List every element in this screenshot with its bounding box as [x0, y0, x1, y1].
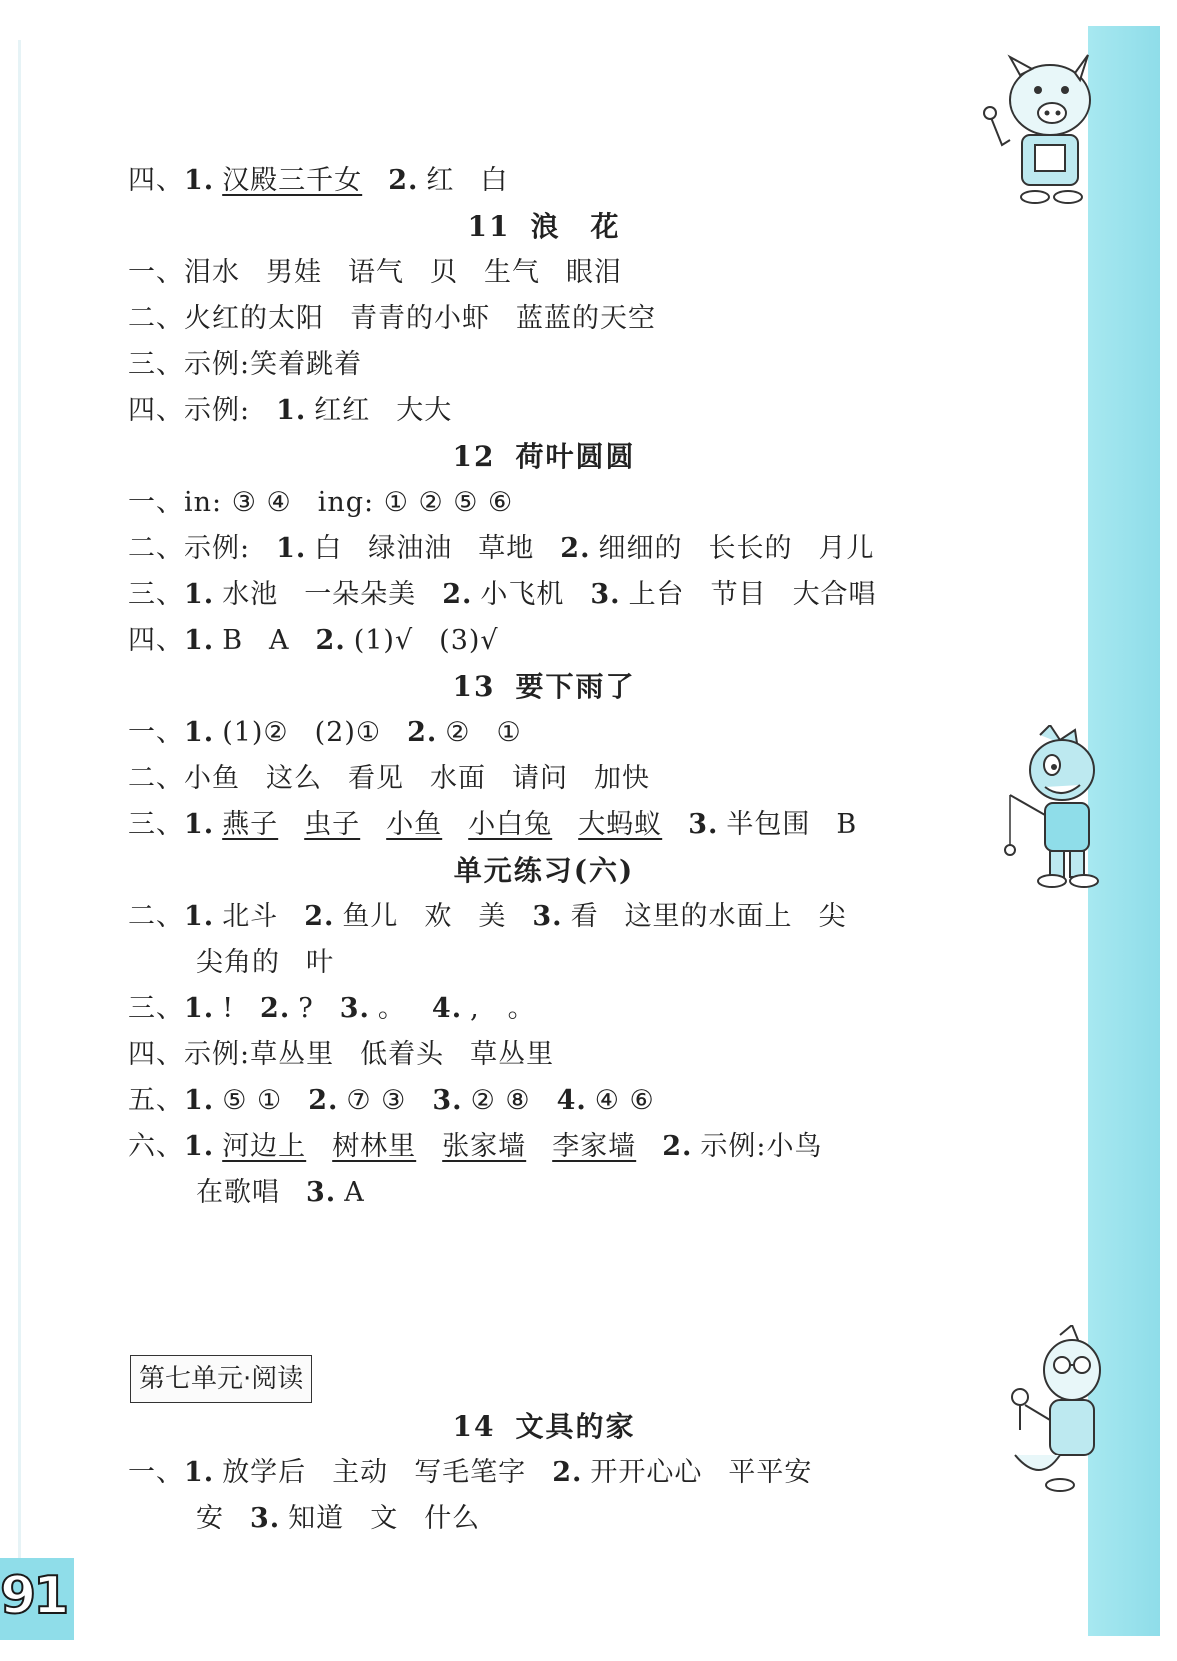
answer-text: 水面	[430, 763, 486, 794]
answer-line	[196, 940, 1046, 986]
item-number: 1.	[184, 1457, 215, 1488]
item-number: 1.	[184, 625, 215, 656]
unit-title-box: 第七单元·阅读	[130, 1355, 312, 1403]
answer-text: 看	[570, 901, 599, 932]
item-number: 1.	[184, 1085, 215, 1116]
answer-text: 草丛里	[470, 1039, 555, 1070]
lesson-title: 单元练习(六)	[453, 854, 635, 887]
underlined-answer: 小鱼	[386, 809, 443, 840]
answer-text: 水池	[222, 579, 279, 610]
item-number: 3.	[339, 993, 370, 1024]
answer-text: 美	[478, 901, 507, 932]
answer-text: 北斗	[222, 901, 279, 932]
answer-text: 小鱼	[184, 763, 240, 794]
answer-text: 红红	[314, 395, 371, 426]
answer-line	[128, 894, 978, 940]
answer-text: 示例:笑着跳着	[184, 349, 363, 380]
answer-line	[128, 1124, 978, 1170]
item-number: 2.	[560, 533, 591, 564]
answer-text: 示例:	[184, 533, 251, 564]
question-label: 一、	[128, 257, 184, 288]
answer-text: 什么	[424, 1503, 481, 1534]
answer-line	[196, 1496, 1046, 1542]
answer-text: 蓝蓝的天空	[516, 303, 656, 334]
answer-text: 尖	[818, 901, 847, 932]
item-number: 2.	[662, 1131, 693, 1162]
answer-text: 示例:	[184, 395, 251, 426]
question-label: 四、	[128, 625, 184, 656]
lesson-title: 要下雨了	[515, 670, 636, 703]
item-number: 1.	[184, 993, 215, 1024]
item-number: 3.	[250, 1503, 281, 1534]
lesson-number: 13	[452, 670, 496, 703]
lesson-title: 文具的家	[515, 1410, 636, 1443]
underlined-answer: 树林里	[332, 1131, 417, 1162]
answer-line	[128, 1078, 978, 1124]
question-label: 四、	[128, 395, 184, 426]
answer-text: 请问	[512, 763, 568, 794]
item-number: 1.	[184, 717, 215, 748]
underlined-answer: 河边上	[222, 1131, 307, 1162]
answer-line	[128, 250, 978, 296]
question-label: 四、	[128, 1039, 184, 1070]
answer-text: A	[269, 625, 290, 656]
answer-text: 这里的水面上	[624, 901, 793, 932]
answer-text: 贝	[430, 257, 458, 288]
underlined-answer: 张家墙	[442, 1131, 527, 1162]
pig-mascot-icon	[980, 45, 1100, 205]
answer-text: (1)②	[222, 717, 289, 748]
item-number: 3.	[532, 901, 563, 932]
answer-text: 节目	[710, 579, 767, 610]
answer-text: 白	[314, 533, 343, 564]
answer-line	[128, 986, 978, 1032]
answer-text: 大大	[396, 395, 453, 426]
answer-text: 泪水	[184, 257, 240, 288]
answer-text: 平平安	[728, 1457, 813, 1488]
item-number: 2.	[407, 717, 438, 748]
answer-line	[128, 388, 978, 434]
answer-text: B	[222, 625, 244, 656]
answer-text: 半包围	[726, 809, 811, 840]
item-number: 3.	[590, 579, 621, 610]
answer-text: 火红的太阳	[184, 303, 324, 334]
item-number: 3.	[688, 809, 719, 840]
answer-text: 眼泪	[566, 257, 622, 288]
lesson-title: 荷叶圆圆	[515, 440, 636, 473]
item-number: 2.	[308, 1085, 339, 1116]
answer-line	[128, 296, 978, 342]
underlined-answer: 虫子	[304, 809, 361, 840]
question-label: 三、	[128, 809, 184, 840]
answer-line	[128, 756, 978, 802]
question-label: 二、	[128, 763, 184, 794]
answer-text: 生气	[484, 257, 540, 288]
answer-text: 语气	[348, 257, 404, 288]
answer-text: 细细的	[598, 533, 683, 564]
item-number: 1.	[276, 533, 307, 564]
item-number: 4.	[431, 993, 463, 1024]
answer-line	[128, 572, 978, 618]
answer-text: 一朵朵美	[304, 579, 417, 610]
answer-text: 加快	[594, 763, 650, 794]
answer-line	[128, 618, 978, 664]
answer-line	[128, 802, 978, 848]
answer-line	[128, 710, 978, 756]
answer-text: 欢	[424, 901, 453, 932]
item-number: 2.	[442, 579, 473, 610]
answer-text: 这么	[266, 763, 322, 794]
answer-text: 写毛笔字	[414, 1457, 527, 1488]
answer-line	[128, 158, 978, 204]
question-label: 四、	[128, 165, 184, 196]
lesson-title: 浪 花	[530, 210, 621, 243]
item-number: 1.	[184, 579, 215, 610]
lesson-heading	[0, 434, 1088, 480]
answer-line	[128, 480, 978, 526]
page-number: 91	[0, 1566, 67, 1626]
answer-text: 放学后	[222, 1457, 307, 1488]
question-label: 三、	[128, 349, 184, 380]
answer-text: 月儿	[818, 533, 875, 564]
answer-text: 看见	[348, 763, 404, 794]
answer-text: (3)√	[439, 625, 499, 656]
lesson-heading	[0, 204, 1088, 250]
item-number: 2.	[388, 165, 419, 196]
lesson-number: 14	[452, 1410, 496, 1443]
answer-text: ⑦ ③	[346, 1085, 407, 1116]
answer-text: 小飞机	[480, 579, 565, 610]
question-label: 一、	[128, 717, 184, 748]
item-number: 1.	[276, 395, 307, 426]
answer-text: 示例:小鸟	[700, 1131, 823, 1162]
item-number: 1.	[184, 901, 215, 932]
answer-text: (1)√	[353, 625, 414, 656]
answer-text: 开开心心	[590, 1457, 703, 1488]
item-number: 3.	[306, 1177, 337, 1208]
answer-text: 叶	[306, 947, 334, 978]
question-label: 三、	[128, 993, 184, 1024]
answer-text: 安	[196, 1503, 224, 1534]
answer-text: 长长的	[708, 533, 793, 564]
question-label: 六、	[128, 1131, 184, 1162]
answer-text: 红	[426, 165, 455, 196]
answer-text: A	[344, 1177, 365, 1208]
underlined-answer: 李家墙	[552, 1131, 637, 1162]
underlined-answer: 大蚂蚁	[578, 809, 663, 840]
item-number: 2.	[315, 625, 346, 656]
question-label: 一、	[128, 487, 184, 518]
answer-text: 知道	[288, 1503, 345, 1534]
question-label: 二、	[128, 901, 184, 932]
answer-text: 示例:草丛里	[184, 1039, 335, 1070]
question-label: 三、	[128, 579, 184, 610]
lesson-heading	[0, 664, 1088, 710]
item-number: 2.	[552, 1457, 583, 1488]
item-number: 2.	[304, 901, 335, 932]
answer-text: 。	[377, 993, 406, 1024]
answer-text: 男娃	[266, 257, 322, 288]
answer-line	[128, 526, 978, 572]
lesson-heading	[0, 848, 1088, 894]
item-number: 4.	[556, 1085, 587, 1116]
question-label: 二、	[128, 533, 184, 564]
answer-text: ?	[298, 993, 314, 1024]
question-label: 五、	[128, 1085, 184, 1116]
answer-text: 主动	[332, 1457, 389, 1488]
underlined-answer: 小白兔	[468, 809, 553, 840]
underlined-answer: 汉殿三千女	[222, 165, 363, 196]
lesson-number: 11	[467, 210, 511, 243]
answer-text: 在歌唱	[196, 1177, 280, 1208]
answer-text: 绿油油	[368, 533, 453, 564]
answer-line	[196, 1170, 1046, 1216]
answer-text: , 。	[470, 993, 536, 1024]
item-number: 2.	[260, 993, 291, 1024]
answer-text: ② ⑧	[470, 1085, 531, 1116]
lesson-number: 12	[452, 440, 496, 473]
item-number: 1.	[184, 165, 215, 196]
answer-text: (2)①	[314, 717, 382, 748]
margin-rule	[18, 40, 21, 1560]
item-number: 1.	[184, 809, 215, 840]
answer-text: 鱼儿	[342, 901, 399, 932]
answer-text: ing: ① ② ⑤ ⑥	[317, 487, 514, 518]
answer-text: 白	[480, 165, 509, 196]
answer-text: 低着头	[360, 1039, 445, 1070]
answer-text: ②	[445, 717, 471, 748]
answer-text: ⑤ ①	[222, 1085, 283, 1116]
answer-text: !	[222, 993, 235, 1024]
answer-text: 尖角的	[196, 947, 280, 978]
answer-text: 大合唱	[792, 579, 877, 610]
answer-text: ④ ⑥	[594, 1085, 655, 1116]
answer-line	[128, 342, 978, 388]
answer-line	[128, 1450, 978, 1496]
answer-text: B	[836, 809, 858, 840]
answer-text: in: ③ ④	[184, 487, 292, 518]
item-number: 3.	[432, 1085, 463, 1116]
answer-line	[128, 1032, 978, 1078]
question-label: 二、	[128, 303, 184, 334]
question-label: 一、	[128, 1457, 184, 1488]
underlined-answer: 燕子	[222, 809, 279, 840]
answer-text: ①	[496, 717, 522, 748]
answer-text: 文	[370, 1503, 399, 1534]
item-number: 1.	[184, 1131, 215, 1162]
lesson-heading	[0, 1404, 1088, 1450]
answer-text: 青青的小虾	[350, 303, 490, 334]
answer-text: 草地	[478, 533, 535, 564]
answer-text: 上台	[628, 579, 685, 610]
